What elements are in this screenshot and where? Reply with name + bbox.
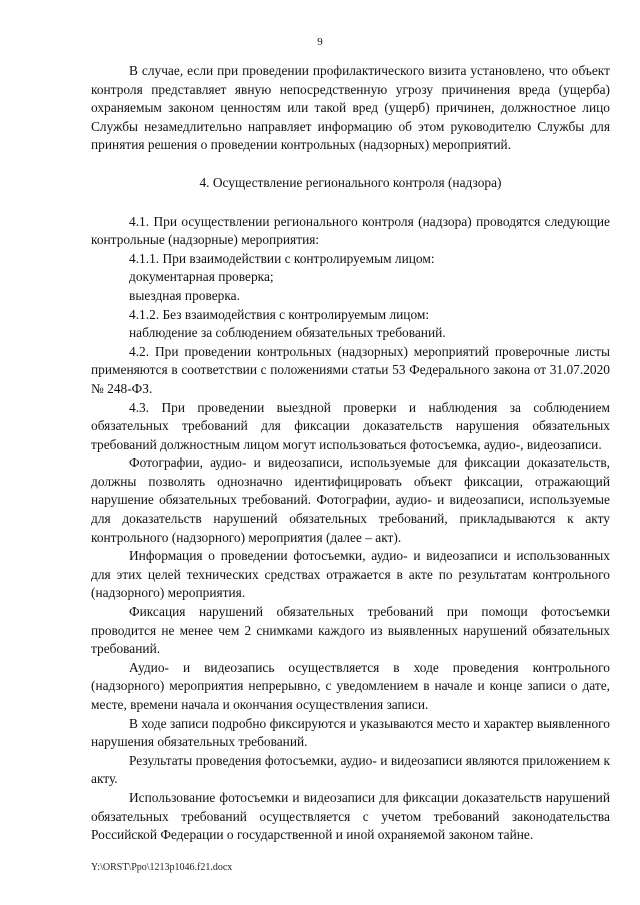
paragraph-4-3: 4.3. При проведении выездной проверки и наблюдения за соблюдением обязательных требований для фиксации доказательств нарушения обязательных требований должностным лицом могут использоваться фотосъемка, аудио-, видеозаписи.	[91, 399, 610, 452]
paragraph-4-1-1: 4.1.1. При взаимодействии с контролируемым лицом:	[129, 250, 435, 266]
page-number: 9	[317, 36, 323, 48]
paragraph-fixation: Фиксация нарушений обязательных требований при помощи фотосъемки проводится не менее чем 2 снимками каждого из выявленных нарушений обязательных требований.	[91, 604, 610, 657]
paragraph-4-2: 4.2. При проведении контрольных (надзорных) мероприятий проверочные листы применяются в соответствии с положениями статьи 53 Федерального закона от 31.07.2020 № 248-ФЗ.	[91, 343, 610, 396]
section-heading: 4. Осуществление регионального контроля (надзора)	[199, 174, 502, 190]
list-item-documentary-check: документарная проверка;	[129, 269, 274, 285]
paragraph-photos: Фотографии, аудио- и видеозаписи, используемые для фиксации доказательств, должны позволять однозначно идентифицировать объект фиксации, отражающий нарушение обязательных требований. Фотографии, аудио- и видеозаписи, используемые для доказательств нарушений обязательных требований, прикладываются к акту контрольного (надзорного) мероприятия (далее – акт).	[91, 455, 610, 545]
paragraph-during-recording: В ходе записи подробно фиксируются и указываются место и характер выявленного нарушения обязательных требований.	[91, 715, 610, 750]
paragraph-results: Результаты проведения фотосъемки, аудио- и видеозаписи являются приложением к акту.	[91, 752, 610, 787]
footer-file-path: Y:\ORST\Ppo\1213p1046.f21.docx	[91, 862, 233, 873]
paragraph-4-1: 4.1. При осуществлении регионального контроля (надзора) проводятся следующие контрольные (надзорные) мероприятия:	[91, 213, 610, 248]
paragraph-4-1-2: 4.1.2. Без взаимодействия с контролируемым лицом:	[129, 306, 430, 322]
paragraph-usage: Использование фотосъемки и видеозаписи для фиксации доказательств нарушений обязательных требований осуществляется с учетом требований законодательства Российской Федерации о государственной и иной охраняемой законом тайне.	[91, 789, 610, 843]
paragraph-info: Информация о проведении фотосъемки, аудио- и видеозаписи и использованных для этих целей технических средствах отражается в акте по результатам контрольного (надзорного) мероприятия.	[91, 548, 610, 601]
document-body	[91, 62, 610, 845]
list-item-field-check: выездная проверка.	[129, 287, 240, 303]
paragraph-intro: В случае, если при проведении профилактического визита установлено, что объект контроля представляет явную непосредственную угрозу причинения вреда (ущерба) охраняемым законом ценностям или такой вред (ущерб) причинен, должностное лицо Службы незамедлительно направляет информацию об этом руководителю Службы для принятия решения о проведении контрольных (надзорных) мероприятий.	[91, 63, 610, 153]
list-item-observation: наблюдение за соблюдением обязательных требований.	[129, 325, 446, 341]
paragraph-audio: Аудио- и видеозапись осуществляется в ходе проведения контрольного (надзорного) мероприятия непрерывно, с уведомлением в начале и конце записи о дате, месте, времени начала и окончания осуществления записи.	[91, 659, 610, 712]
